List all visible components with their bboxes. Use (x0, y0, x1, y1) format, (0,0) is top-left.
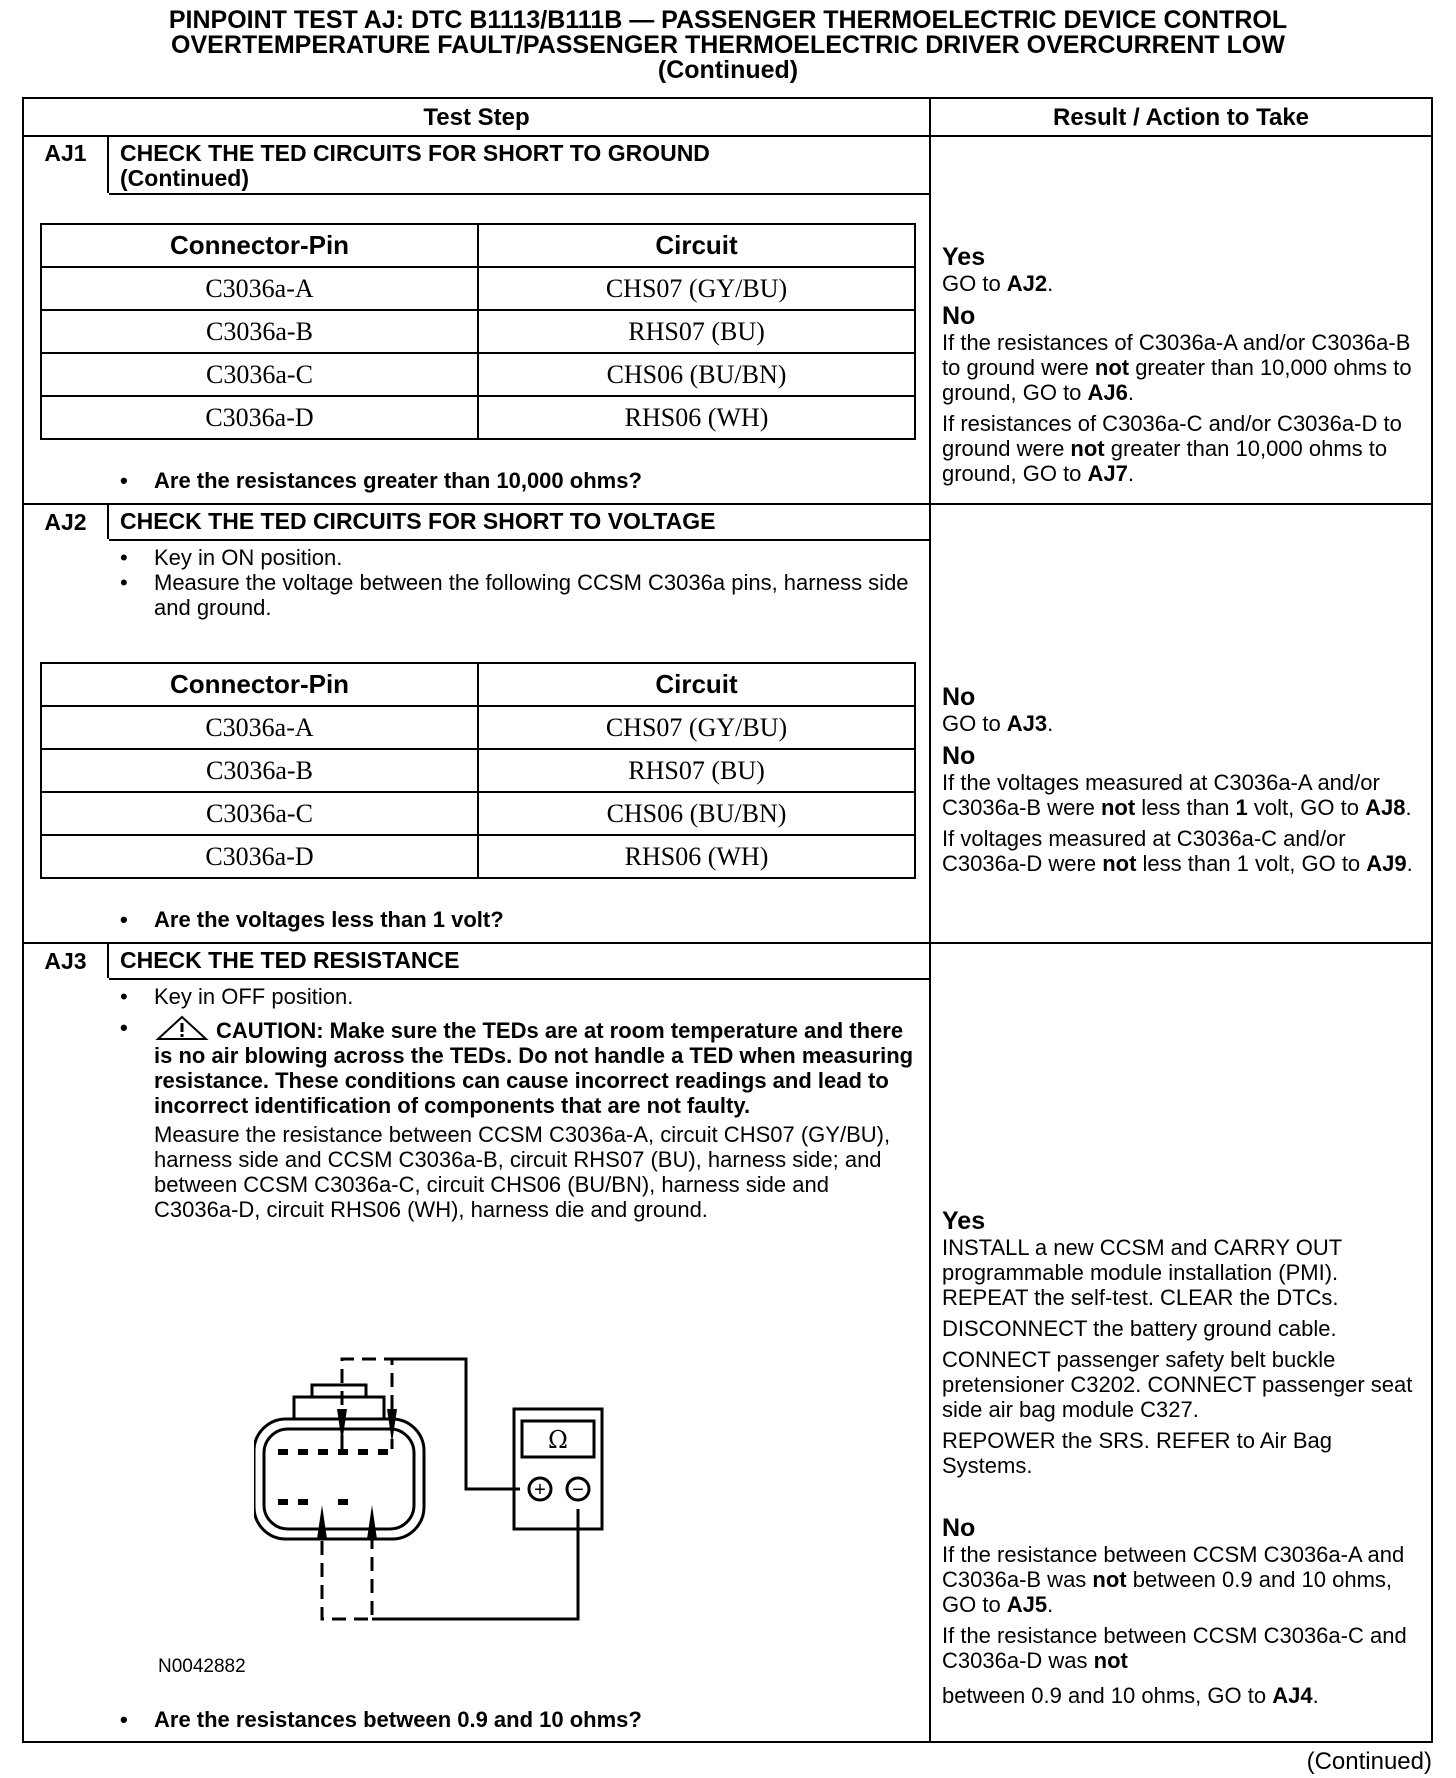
connector-pin-table-aj2 (40, 662, 916, 879)
aj2-no-action-2: If voltages measured at C3036a-C and/or C3036a-D were not less than 1 volt, GO to AJ9. (942, 826, 1413, 876)
aj2-question-list (114, 907, 914, 932)
circuit-header: Circuit (478, 663, 915, 706)
aj3-no-heading: No (942, 1514, 976, 1542)
table-row (41, 706, 915, 749)
pin-cell: C3036a-B (41, 749, 478, 792)
caution-icon (154, 1015, 210, 1041)
aj3-caution-text: CAUTION: Make sure the TEDs are at room temperature and there is no air blowing across the TEDs. Do not handle a TED when measuring resistance. These conditions can cause incorrect readings and lead to incorrect identification of components that are not faulty. (154, 1018, 914, 1118)
connector-body (254, 1419, 424, 1539)
step-id-aj2: AJ2 (44, 509, 87, 535)
circuit-cell: RHS07 (BU) (478, 749, 915, 792)
circuit-cell: RHS06 (WH) (478, 396, 915, 439)
pin-cell: C3036a-B (41, 310, 478, 353)
table-row (41, 749, 915, 792)
step-id-divider (107, 944, 109, 978)
aj2-first-heading: No (942, 683, 976, 711)
title-underline (109, 978, 929, 980)
header-line-1: PINPOINT TEST AJ: DTC B1113/B111B — PASSENGER THERMOELECTRIC DEVICE CONTROL (168, 6, 1288, 34)
step-id-aj3: AJ3 (44, 948, 87, 974)
aj3-result (942, 1207, 1428, 1714)
step-divider (24, 503, 1431, 505)
page-header (0, 8, 1456, 83)
circuit-cell: CHS06 (BU/BN) (478, 353, 915, 396)
aj2-bullet-2: • Measure the voltage between the following CCSM C3036a pins, harness side and ground. (114, 570, 914, 620)
step-title-aj1-line1: CHECK THE TED CIRCUITS FOR SHORT TO GROUND (120, 140, 710, 166)
connector-pin-table-aj1 (40, 223, 916, 440)
table-row (41, 353, 915, 396)
aj3-instructions (114, 984, 914, 1222)
aj3-no-action-3: between 0.9 and 10 ohms, GO to AJ4. (942, 1683, 1319, 1708)
pin-cell: C3036a-D (41, 835, 478, 878)
aj1-no-heading: No (942, 302, 976, 330)
table-row (41, 396, 915, 439)
aj3-yes-action-2: DISCONNECT the battery ground cable. (942, 1316, 1337, 1341)
circuit-cell: CHS07 (GY/BU) (478, 706, 915, 749)
aj3-no-action-1: If the resistance between CCSM C3036a-A and C3036a-B was not between 0.9 and 10 ohms, GO to AJ5. (942, 1542, 1405, 1617)
probe-tip (337, 1409, 347, 1443)
step-id-divider (107, 505, 109, 539)
aj2-no-heading: No (942, 742, 976, 770)
step-divider (24, 942, 1431, 944)
header-line-3: (Continued) (657, 56, 799, 84)
aj1-result (942, 243, 1428, 492)
title-underline (109, 539, 929, 541)
pin-cell: C3036a-A (41, 706, 478, 749)
continued-footer: (Continued) (1306, 1748, 1432, 1775)
aj2-question: • Are the voltages less than 1 volt? (114, 907, 914, 932)
header-line-2: OVERTEMPERATURE FAULT/PASSENGER THERMOELECTRIC DRIVER OVERCURRENT LOW (171, 31, 1285, 59)
result-header: Result / Action to Take (1052, 104, 1310, 131)
probe-tip (317, 1505, 327, 1539)
aj3-yes-action-4: REPOWER the SRS. REFER to Air Bag Systems. (942, 1428, 1333, 1478)
aj1-yes-heading: Yes (942, 243, 986, 271)
aj2-no-action-1: If the voltages measured at C3036a-A and/or C3036a-B were not less than 1 volt, GO to AJ8. (942, 770, 1412, 820)
plus-sign: + (534, 1479, 546, 1501)
step-title-aj3: CHECK THE TED RESISTANCE (120, 947, 460, 973)
connector-latch-top (312, 1385, 366, 1397)
probe-bracket-bottom (322, 1519, 372, 1619)
aj3-question-list (114, 1707, 914, 1732)
step-title-aj2: CHECK THE TED CIRCUITS FOR SHORT TO VOLTAGE (120, 508, 716, 534)
aj3-yes-heading: Yes (942, 1207, 986, 1235)
aj2-instructions (114, 545, 914, 620)
probe-tip (367, 1505, 377, 1539)
column-divider (929, 99, 931, 1741)
circuit-cell: RHS07 (BU) (478, 310, 915, 353)
circuit-cell: CHS06 (BU/BN) (478, 792, 915, 835)
title-underline (109, 193, 929, 195)
minus-sign: − (572, 1479, 584, 1501)
aj2-bullet-1: • Key in ON position. (114, 545, 914, 570)
ohmmeter-connection-diagram (254, 1349, 694, 1709)
connector-pin-header: Connector-Pin (41, 224, 478, 267)
aj3-measure-instruction: Measure the resistance between CCSM C3036a-A, circuit CHS07 (GY/BU), harness side and CCSM C3036a-B, circuit RHS07 (BU), harness side; and between CCSM C3036a-C, circuit CHS06 (BU/BN), harness side and C3036a-D, circuit RHS06 (WH), harness die and ground. (154, 1122, 891, 1222)
aj3-yes-action-3: CONNECT passenger safety belt buckle pretensioner C3202. CONNECT passenger seat side air bag module C327. (942, 1347, 1413, 1422)
aj3-yes-action-1: INSTALL a new CCSM and CARRY OUT programmable module installation (PMI). REPEAT the self-test. CLEAR the DTCs. (942, 1235, 1342, 1310)
aj3-caution (114, 1015, 914, 1118)
aj2-result (942, 683, 1428, 882)
aj1-yes-action: GO to AJ2. (942, 271, 1054, 296)
figure-code: N0042882 (158, 1656, 246, 1677)
step-title-aj1 (120, 141, 710, 191)
step-title-aj1-line2: (Continued) (120, 165, 250, 191)
pin-cell: C3036a-D (41, 396, 478, 439)
aj3-bullet-1: • Key in OFF position. (114, 984, 914, 1009)
circuit-cell: CHS07 (GY/BU) (478, 267, 915, 310)
header-divider (24, 135, 1431, 137)
aj2-first-action: GO to AJ3. (942, 711, 1054, 736)
table-row (41, 267, 915, 310)
step-id-divider (107, 137, 109, 193)
table-row (41, 835, 915, 878)
test-step-header: Test Step (423, 104, 530, 131)
aj1-no-action-2: If resistances of C3036a-C and/or C3036a-D to ground were not greater than 10,000 ohms to ground, GO to AJ7. (942, 411, 1402, 486)
connector-pin-header: Connector-Pin (41, 663, 478, 706)
circuit-cell: RHS06 (WH) (478, 835, 915, 878)
aj1-no-action-1: If the resistances of C3036a-A and/or C3036a-B to ground were not greater than 10,000 ohms to ground, GO to AJ6. (942, 330, 1412, 405)
pinpoint-test-table (22, 97, 1433, 1743)
circuit-header: Circuit (478, 224, 915, 267)
ohm-symbol: Ω (548, 1426, 568, 1454)
pin-cell: C3036a-C (41, 792, 478, 835)
aj1-question: • Are the resistances greater than 10,000 ohms? (114, 468, 914, 493)
table-row (41, 310, 915, 353)
pin-cell: C3036a-C (41, 353, 478, 396)
table-row (41, 792, 915, 835)
step-id-aj1: AJ1 (44, 140, 87, 166)
probe-tip (387, 1409, 397, 1443)
pin-cell: C3036a-A (41, 267, 478, 310)
aj3-no-action-2: If the resistance between CCSM C3036a-C and C3036a-D was not (942, 1623, 1407, 1673)
aj1-question-list (114, 468, 914, 493)
aj3-question: • Are the resistances between 0.9 and 10 ohms? (114, 1707, 914, 1732)
